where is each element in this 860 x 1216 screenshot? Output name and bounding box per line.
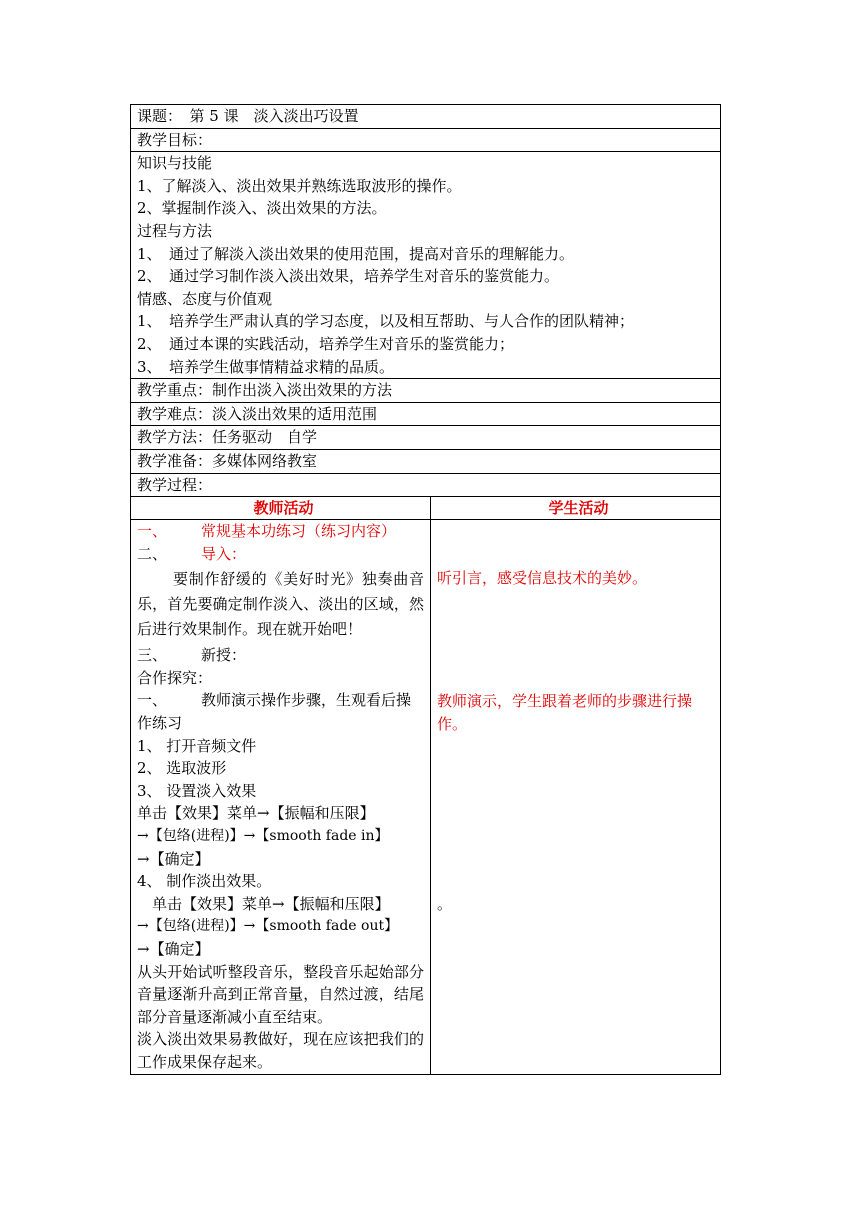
objective-line: 1、 通过了解淡入淡出效果的使用范围，提高对音乐的理解能力。 [137, 244, 575, 263]
fade-out-menu-path: 单击【效果】菜单→【振幅和压限】 [137, 894, 390, 913]
objective-line: 1、 培养学生严肃认真的学习态度，以及相互帮助、与人合作的团队精神； [137, 312, 635, 331]
step-open-file: 1、 打开音频文件 [137, 736, 257, 755]
activity-body-row [131, 520, 721, 1074]
section-intro: 二、 导入： [137, 544, 247, 563]
save-paragraph: 淡入淡出效果易教做好，现在应该把我们的工作成果保存起来。 [137, 1030, 424, 1071]
fade-in-menu-path: →【包络(进程)】→【smooth fade in】 [137, 828, 389, 845]
objectives-label-row [131, 128, 721, 152]
intro-paragraph: 要制作舒缓的《美好时光》独奏曲音乐，首先要确定制作淡入、淡出的区域，然后进行效果制作。现在就开始吧！ [137, 570, 424, 639]
objective-line: 3、 培养学生做事情精益求精的品质。 [137, 357, 395, 376]
key-point: 教学重点：制作出淡入淡出效果的方法 [137, 381, 393, 400]
fade-out-menu-path: →【确定】 [137, 940, 210, 958]
teacher-activity-cell [131, 520, 431, 1074]
lesson-plan-table [130, 104, 720, 1075]
objective-line: 2、 通过学习制作淡入淡出效果，培养学生对音乐的鉴赏能力。 [137, 267, 560, 286]
activity-header-row [131, 497, 721, 520]
key-point-row [131, 379, 721, 403]
student-demo-response: 教师演示，学生跟着老师的步骤进行操作。 [437, 692, 693, 733]
step-select-wave: 2、 选取波形 [137, 759, 227, 778]
step-fade-out: 4、 制作淡出效果。 [137, 872, 272, 891]
objective-line: 知识与技能 [137, 154, 213, 173]
student-activity-cell [431, 520, 721, 1074]
lesson-title: 课题： 第 5 课 淡入淡出巧设置 [137, 107, 359, 125]
fade-in-menu-path: 单击【效果】菜单→【振幅和压限】 [137, 804, 375, 823]
objectives-label: 教学目标： [137, 130, 213, 149]
demo-instruction: 一、 教师演示操作步骤，生观看后操作练习 [137, 691, 412, 733]
objective-line: 2、掌握制作淡入、淡出效果的方法。 [137, 199, 387, 218]
student-intro-response: 听引言，感受信息技术的美妙。 [437, 569, 648, 588]
teaching-preparation: 教学准备：多媒体网络教室 [137, 451, 318, 470]
step-fade-in: 3、 设置淡入效果 [137, 781, 257, 800]
process-label-row [131, 473, 721, 497]
listen-paragraph: 从头开始试听整段音乐，整段音乐起始部分音量逐渐升高到正常音量，自然过渡，结尾部分音量逐渐减小直至结束。 [137, 962, 424, 1026]
objective-line: 过程与方法 [137, 221, 213, 240]
difficulty: 教学难点：淡入淡出效果的适用范围 [137, 404, 378, 423]
fade-in-menu-path: →【确定】 [137, 849, 210, 868]
preparation-row [131, 449, 721, 473]
section-regular-practice: 一、 常规基本功练习（练习内容） [137, 522, 397, 541]
method-row [131, 426, 721, 450]
difficulty-row [131, 402, 721, 426]
teaching-method: 教学方法：任务驱动 自学 [137, 428, 318, 447]
objective-line: 2、 通过本课的实践活动，培养学生对音乐的鉴赏能力； [137, 334, 515, 353]
objective-line: 1、了解淡入、淡出效果并熟练选取波形的操作。 [137, 176, 462, 195]
fade-out-menu-path: →【包络(进程)】→【smooth fade out】 [137, 918, 399, 935]
objective-line: 情感、态度与价值观 [137, 289, 273, 308]
cooperative-explore: 合作探究： [137, 668, 213, 687]
student-activity-header: 学生活动 [431, 497, 721, 520]
process-label: 教学过程： [137, 475, 213, 494]
title-row [131, 105, 721, 129]
teacher-activity-header: 教师活动 [131, 497, 431, 520]
objectives-row [131, 152, 721, 379]
section-new-lesson: 三、 新授： [137, 646, 247, 665]
student-period: 。 [437, 895, 453, 914]
